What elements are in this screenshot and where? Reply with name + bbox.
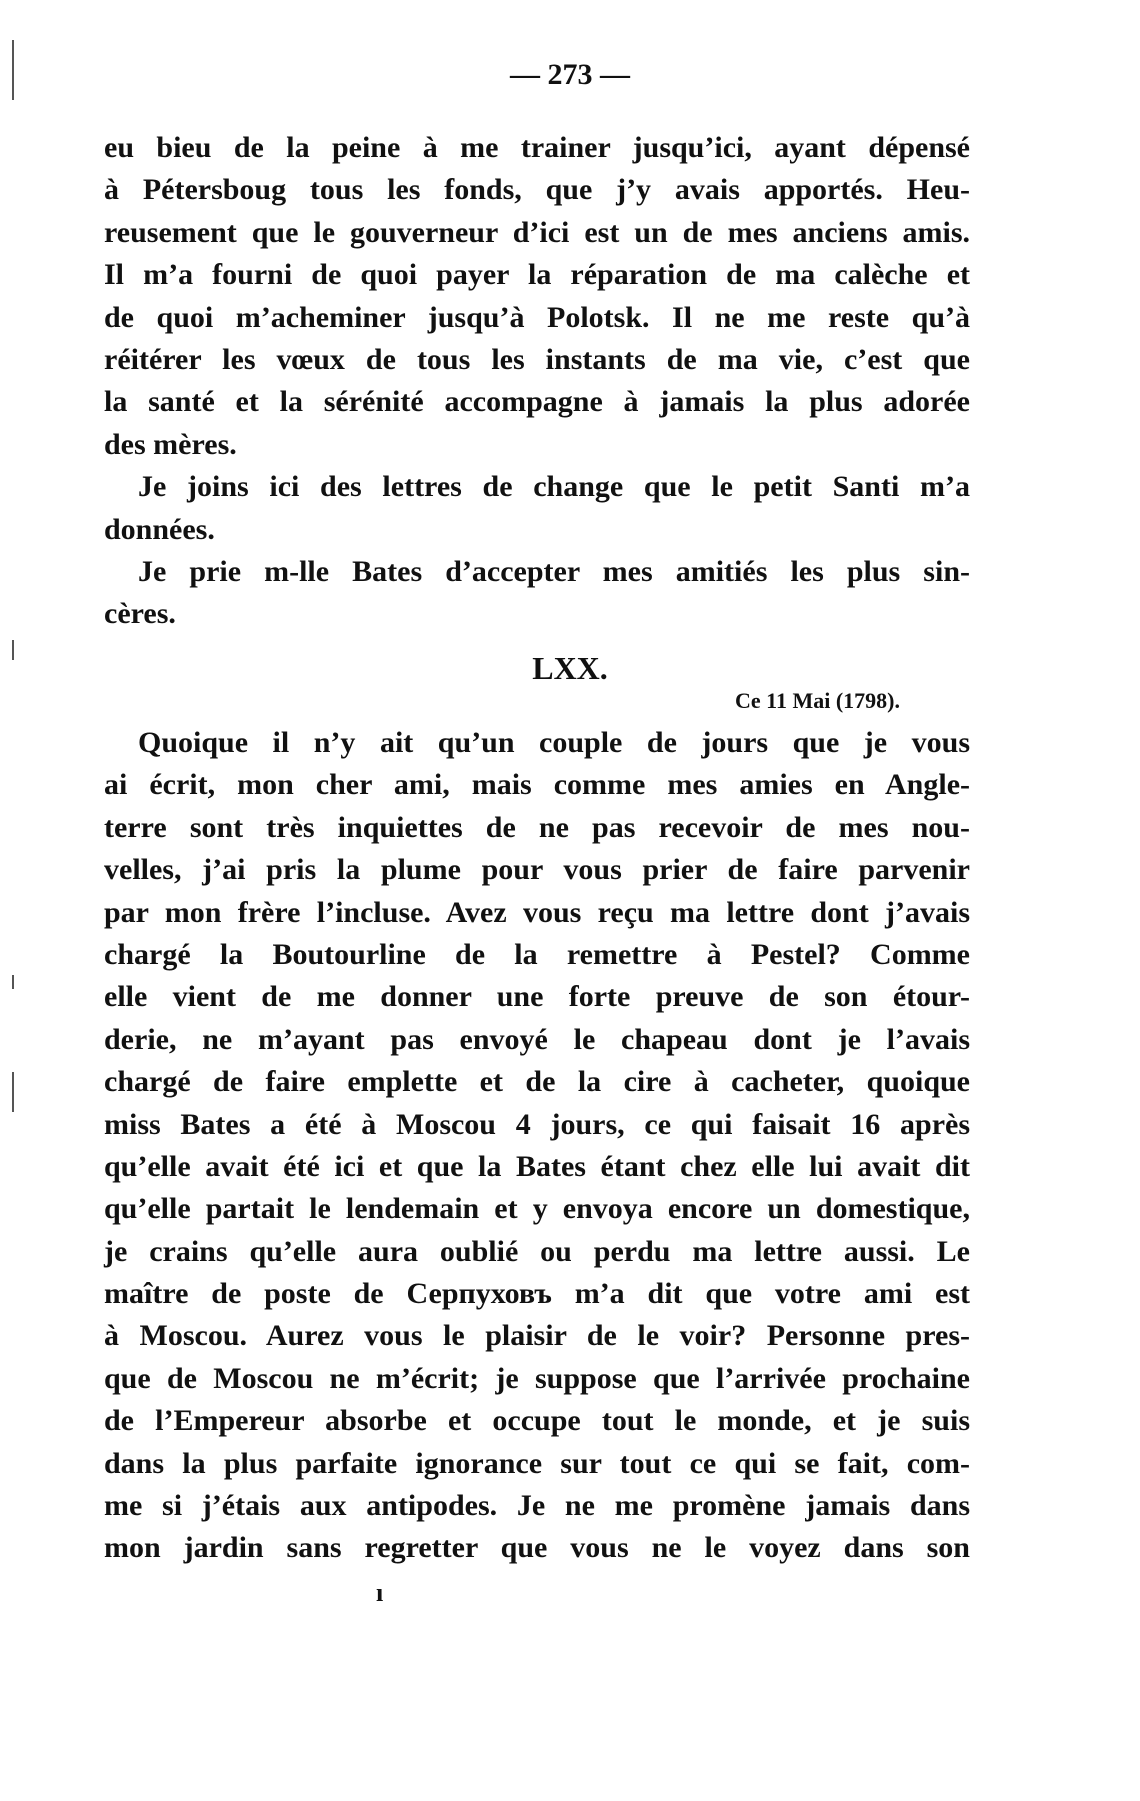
text-line: eu bieu de la peine à me trainer jusqu’ici, ayant dépensé <box>104 131 970 164</box>
text-line: je crains qu’elle aura oublié ou perdu ma lettre aussi. Le <box>104 1234 970 1268</box>
text-line: miss Bates a été à Moscou 4 jours, ce qui faisait 16 après <box>104 1107 970 1141</box>
text-line: que de Moscou ne m’écrit; je suppose que l’arrivée prochaine <box>104 1361 970 1395</box>
text-line: réitérer les vœux de tous les instants de ma vie, c’est que <box>104 342 970 376</box>
letter-heading: LXX. <box>532 650 608 686</box>
text-line: chargé de faire emplette et de la cire à cacheter, quoique <box>104 1065 970 1099</box>
text-line: par mon frère l’incluse. Avez vous reçu ma lettre dont j’avais <box>104 895 970 929</box>
text-line: dans la plus parfaite ignorance sur tout ce qui se fait, com- <box>104 1446 970 1480</box>
text-line: qu’elle partait le lendemain et y envoya encore un domestique, <box>104 1192 970 1226</box>
page-number: — 273 — <box>510 58 630 91</box>
text-line: mon jardin sans regretter que vous ne le voyez dans son <box>104 1531 970 1565</box>
text-line: terre sont très inquiettes de ne pas recevoir de mes nou- <box>104 810 970 844</box>
text-line: Quoique il n’y ait qu’un couple de jours que je vous <box>138 726 970 759</box>
text-line: de quoi m’acheminer jusqu’à Polotsk. Il ne me reste qu’à <box>104 300 970 334</box>
text-line: Je joins ici des lettres de change que le petit Santi m’a <box>138 470 970 504</box>
text-line: chargé la Boutourline de la remettre à Pestel? Comme <box>104 937 970 971</box>
text-line: elle vient de me donner une forte preuve de son étour- <box>104 980 970 1014</box>
text-line: de l’Empereur absorbe et occupe tout le monde, et je suis <box>104 1404 970 1438</box>
scan-edge-mark <box>12 1072 14 1112</box>
letter-date: Ce 11 Mai (1798). <box>735 688 900 713</box>
footer-mark: ı <box>376 1578 384 1607</box>
text-line: ai écrit, mon cher ami, mais comme mes amies en Angle- <box>104 768 970 802</box>
text-line: cères. <box>104 597 176 631</box>
text-line: reusement que le gouverneur d’ici est un de mes anciens amis. <box>104 215 970 249</box>
scan-edge-mark <box>12 975 14 989</box>
text-line: des mères. <box>104 427 237 461</box>
text-line: à Moscou. Aurez vous le plaisir de le voir? Personne pres- <box>104 1319 970 1353</box>
text-line: derie, ne m’ayant pas envoyé le chapeau dont je l’avais <box>104 1022 970 1056</box>
text-line: Il m’a fourni de quoi payer la réparation de ma calèche et <box>104 258 970 292</box>
paragraph-continued-letter <box>104 127 970 636</box>
text-line: velles, j’ai pris la plume pour vous prier de faire parvenir <box>104 853 970 887</box>
text-line: me si j’étais aux antipodes. Je ne me promène jamais dans <box>104 1489 970 1523</box>
text-line: qu’elle avait été ici et que la Bates étant chez elle lui avait dit <box>104 1149 970 1183</box>
paragraph-letter-lxx <box>104 722 970 1570</box>
text-line: données. <box>104 512 215 546</box>
text-line: maître de poste de Серпуховъ m’a dit que votre ami est <box>104 1277 970 1311</box>
text-line: à Pétersboug tous les fonds, que j’y avais apportés. Heu- <box>104 173 970 207</box>
text-line: Je prie m-lle Bates d’accepter mes amitiés les plus sin- <box>138 554 970 588</box>
text-line: la santé et la sérénité accompagne à jamais la plus adorée <box>104 385 970 419</box>
